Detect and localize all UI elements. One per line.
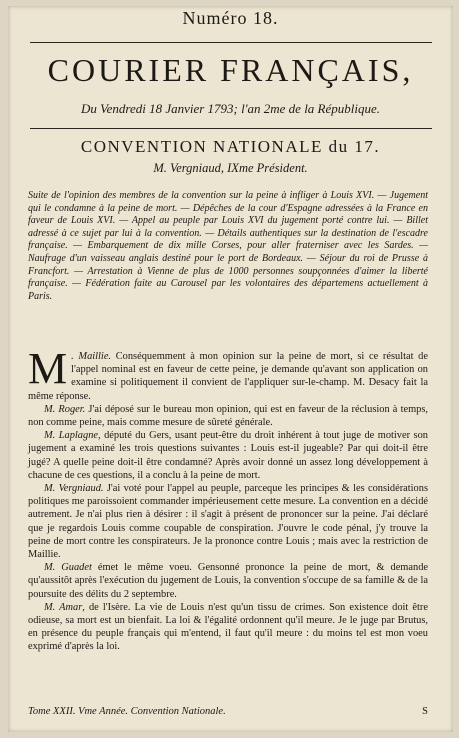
section-rule	[30, 128, 432, 129]
president-line: M. Vergniaud, IXme Président.	[153, 161, 308, 175]
paragraph-text: Conséquemment à mon opinion sur la peine de mort, si ce résultat de l'appel nominal est en faveur de cette peine, je demande qu'avant son application on examine si politiquement il convient de l'appliquer sur-le-champ. M. Desacy fait la même réponse.	[28, 351, 428, 402]
speaker: M. Vergniaud.	[44, 483, 104, 495]
speaker: M. Laplagne	[44, 430, 99, 442]
speaker: . Maillie.	[71, 351, 112, 362]
drop-cap: M	[28, 344, 68, 393]
newspaper-page	[8, 6, 453, 732]
signature-mark: S	[422, 706, 428, 717]
article-body	[28, 344, 429, 654]
paragraph	[28, 429, 428, 482]
issue-number: Numéro 18.	[182, 8, 279, 28]
section-title: CONVENTION NATIONALE du 17.	[80, 137, 381, 156]
paragraph-text: J'ai voté pour l'appel au peuple, parceque les principes & les considérations politiques me paroissoient commander impérieusement cette mesure. La convention en a décidé autrement. Je n'ai plus rien à désirer : il s'agit à présent de prononcer sur la peine. J'ai déclaré que je regardois Louis comme coupable de conspiration. J'ouvre le code pénal, j'y trouve la peine de mort contre les conspirateurs. Je la prononce contre Louis ; mais avec la restriction de Maillie.	[28, 483, 428, 561]
paragraph	[28, 561, 428, 601]
paragraph	[28, 482, 428, 561]
paragraph	[28, 344, 428, 403]
masthead-title: COURIER FRANÇAIS,	[47, 52, 414, 88]
paragraph-text: J'ai déposé sur le bureau mon opinion, qui est en faveur de la réclusion à temps, non comme peine, mais comme mesure de sûreté générale.	[28, 403, 428, 429]
speaker: M. Roger.	[44, 403, 86, 415]
paragraph-text: émet le même voeu. Gensonné prononce la peine de mort, & demande qu'aussitôt après l'exécution du jugement de Louis, la convention s'occupe de sa famille & de la poursuite des délits du 2 septembre.	[28, 562, 429, 600]
summary-paragraph: Suite de l'opinion des membres de la convention sur la peine à infliger à Louis XVI. — Jugement qui le condamne à la peine de mort. — Dépêches de la cour d'Espagne adressées à la France en faveur de Louis XVI. — Appel au peuple par Louis XVI du jugement porté contre lui. — Billet adressé à ce sujet par lui à la convention. — Détails authentiques sur la destination de l'escadre française. — Embarquement de dix mille Corses, pour aller fraterniser avec les Sardes. — Naufrage d'un vaisseau anglais destiné pour le port de Bordeaux. — Séjour du roi de Prusse à Francfort. — Arrestation à Vienne de plus de 1000 personnes soupçonnées d'aimer la liberté française. — Fédération faite au Carousel par les volontaires des départemens actuellement à Paris.	[28, 190, 428, 302]
top-rule	[30, 42, 432, 43]
paragraph	[28, 403, 428, 429]
paragraph	[28, 601, 428, 654]
speaker: M. Guadet	[44, 562, 92, 574]
dateline: Du Vendredi 18 Janvier 1793; l'an 2me de la République.	[80, 101, 381, 116]
page-footer	[28, 706, 428, 717]
paragraph-text: , député du Gers, usant peut-être du droit inhérent à tout juge de motiver son jugement a examiné les trois questions suivantes : Louis est-il jugeable? Par qui doit-il être jugé? A quelle peine doit-il être condamné? Après avoir donné un assez long développement à chacune de ces questions, il a conclu à la peine de mort.	[28, 430, 428, 481]
signature-line: Tome XXII. Vme Année. Convention Nationale.	[28, 706, 226, 717]
speaker: M. Amar	[44, 601, 83, 613]
paragraph-text: , de l'Isère. La vie de Louis n'est qu'un tissu de crimes. Son existence doit être odieuse, sa mort est un bienfait. La loi & l'égalité ordonnent qu'il meure. Je le juge par Brutus, en présence du peuple français qui m'entend, il faut qu'il meure : du moins tel est mon voeu exprimé d'après la loi.	[28, 601, 428, 653]
